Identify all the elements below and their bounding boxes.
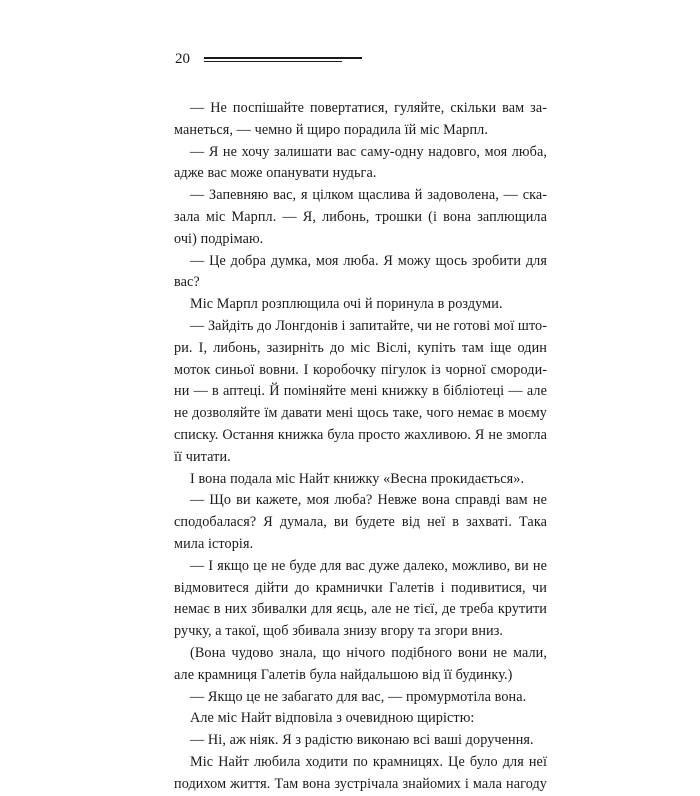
- paragraph: — Зайдіть до Лонгдонів і запитайте, чи не готові мої штори. І, либонь, зазирніть до міс Віслі, купіть там іще один моток синьої вовни. І коробочку пігулок із чорної смородини — в аптеці. Й поміняйте мені книжку в бібліотеці — але не дозволяйте їм давати мені щось таке, чого немає в моєму списку. Остання книжка була просто жахливою. Я не змогла її читати.: [174, 317, 547, 465]
- paragraph: Міс Найт любила ходити по крамницях. Це було для неї подихом життя. Там вона зустрічала знайомих і мала нагоду: [174, 753, 547, 792]
- paragraph: — Якщо це не забагато для вас, — промурмотіла вона.: [190, 688, 527, 705]
- paragraph: Але міс Найт відповіла з очевидною щирістю:: [190, 710, 475, 727]
- paragraph: — Це добра думка, моя люба. Я можу щось зробити для вас?: [174, 252, 547, 291]
- paragraph: — Запевняю вас, я цілком щаслива й задоволена, — сказала міс Марпл. — Я, либонь, трошки (і вона заплющила очі) подрімаю.: [174, 187, 547, 247]
- paragraph: — Я не хочу залишати вас саму-одну надовго, моя люба, адже вас може опанувати нудьга.: [174, 143, 547, 182]
- paragraph: — Ні, аж ніяк. Я з радістю виконаю всі ваші доручення.: [190, 732, 534, 749]
- header-rule: [204, 57, 362, 59]
- paragraph: — Що ви кажете, моя люба? Невже вона справді вам не сподобалася? Я думала, ви будете від неї в захваті. Така мила історія.: [174, 492, 547, 552]
- paragraph: — Не поспішайте повертатися, гуляйте, скільки вам заманеться, — чемно й щиро порадила їй міс Марпл.: [174, 100, 547, 138]
- body-text: [174, 98, 547, 796]
- page-number: 20: [175, 51, 190, 67]
- header-rule-thin: [204, 61, 342, 62]
- paragraph: Міс Марпл розплющила очі й поринула в роздуми.: [190, 296, 503, 313]
- page-header: [172, 50, 552, 70]
- paragraph: (Вона чудово знала, що нічого подібного вони не мали, але крамниця Галетів була найдальшою від її будинку.): [174, 644, 547, 683]
- paragraph: І вона подала міс Найт книжку «Весна прокидається».: [190, 470, 525, 487]
- paragraph: — І якщо це не буде для вас дуже далеко, можливо, ви не відмовитеся дійти до крамнички Галетів і подивитися, чи немає в них збивалки для яєць, але не тієї, де треба крутити ручку, а такої, щоб збивала знизу вгору та згори вниз.: [174, 557, 547, 640]
